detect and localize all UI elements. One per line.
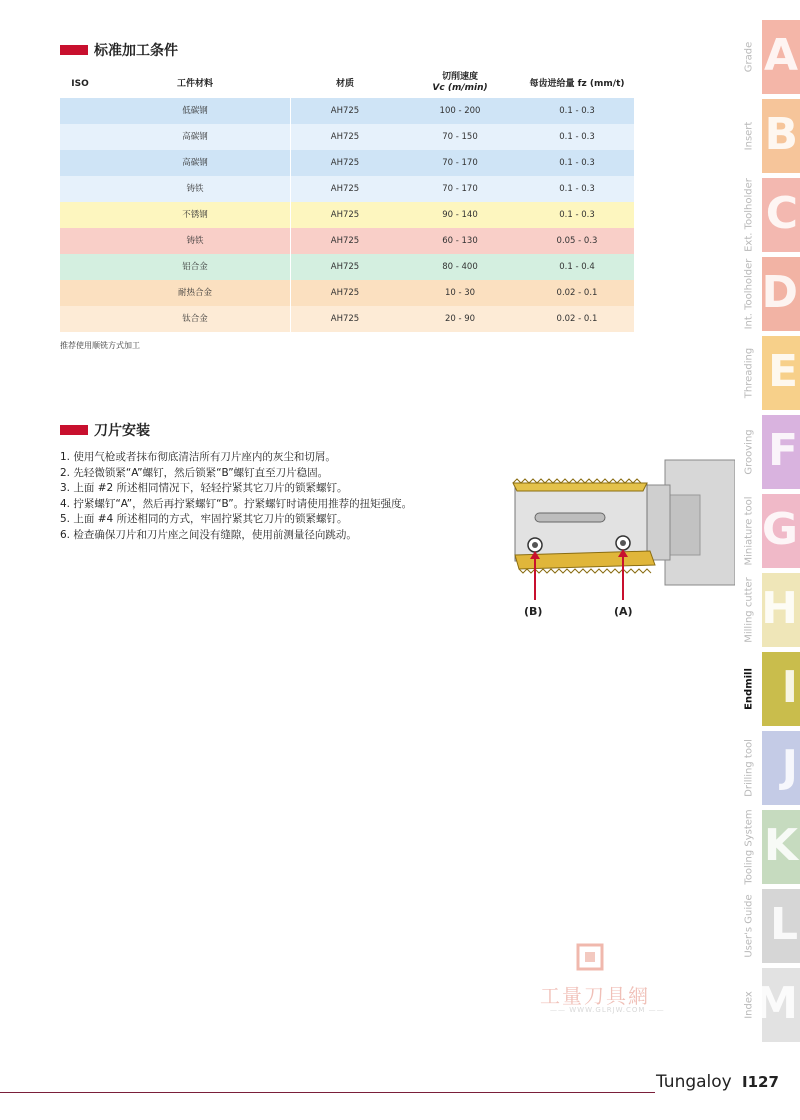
- step-item: 1. 使用气枪或者抹布彻底清洁所有刀片座内的灰尘和切屑。: [60, 451, 336, 463]
- side-tab-label-text: Miniature tool: [743, 496, 755, 566]
- side-tab-j[interactable]: [762, 731, 800, 805]
- cell-material: 铝合金: [182, 262, 208, 272]
- cell-grade: AH725: [330, 106, 360, 116]
- endmill-figure: [505, 455, 735, 625]
- table-row: [60, 98, 634, 124]
- table-row: [60, 228, 634, 254]
- cell-material: 不锈钢: [182, 210, 208, 220]
- cell-grade: AH725: [330, 236, 360, 246]
- mounting-steps: [60, 450, 412, 543]
- header-vc-line1: 切削速度: [441, 72, 478, 82]
- cell-vc: 20 - 90: [444, 314, 476, 324]
- cell-grade: AH725: [330, 314, 360, 324]
- section-title-conditions: [60, 40, 178, 60]
- side-tab-label-text: Ext. Toolholder: [743, 178, 755, 252]
- table-row: [60, 150, 634, 176]
- shank-flat: [670, 495, 700, 555]
- cell-fz: 0.1 - 0.3: [559, 210, 595, 220]
- section-title-text: 刀片安装: [94, 423, 150, 439]
- cell-fz: 0.02 - 0.1: [556, 288, 598, 298]
- cell-fz: 0.1 - 0.3: [559, 184, 595, 194]
- side-tab-letter: H: [761, 583, 798, 634]
- side-tab-letter: B: [764, 109, 798, 160]
- cell-vc: 80 - 400: [442, 262, 478, 272]
- side-tab-label-text: Grade: [743, 41, 755, 73]
- step-item: 4. 拧紧螺钉“A”，然后再拧紧螺钉“B”。拧紧螺钉时请使用推荐的扭矩强度。: [60, 497, 413, 510]
- side-tab-label: [738, 336, 760, 410]
- cell-fz: 0.1 - 0.4: [559, 262, 595, 272]
- cell-vc: 70 - 150: [442, 132, 478, 142]
- side-tab-letter: M: [754, 978, 798, 1029]
- header-iso: ISO: [71, 79, 89, 89]
- side-tab-label: [738, 257, 760, 331]
- side-tab-g[interactable]: [762, 494, 800, 568]
- header-grade: 材质: [335, 79, 354, 89]
- side-tab-label: [738, 573, 760, 647]
- column-divider: [290, 98, 291, 332]
- cell-grade: AH725: [330, 210, 360, 220]
- table-row: [60, 306, 634, 332]
- cell-material: 钛合金: [182, 314, 208, 324]
- cell-material: 铸铁: [186, 236, 204, 246]
- side-tab-label: [738, 494, 760, 568]
- insert-serration: [513, 479, 641, 483]
- side-tab-label: [738, 178, 760, 252]
- side-tab-label: [738, 810, 760, 884]
- title-marker: [60, 45, 88, 55]
- cell-fz: 0.02 - 0.1: [556, 314, 598, 324]
- side-tab-f[interactable]: [762, 415, 800, 489]
- side-tab-label-text: Grooving: [743, 429, 755, 475]
- insert-serration: [519, 569, 651, 573]
- table-note: 推荐使用顺铣方式加工: [60, 341, 140, 350]
- side-tab-label: [738, 99, 760, 173]
- cell-grade: AH725: [330, 262, 360, 272]
- cell-vc: 60 - 130: [442, 236, 478, 246]
- cell-material: 高碳钢: [182, 132, 208, 142]
- side-tab-label: [738, 889, 760, 963]
- side-tab-label-text: Index: [743, 991, 755, 1019]
- side-tab-letter: A: [763, 30, 798, 81]
- table-row: [60, 202, 634, 228]
- cell-vc: 100 - 200: [439, 106, 481, 116]
- cell-vc: 10 - 30: [444, 288, 476, 298]
- table-row: [60, 176, 634, 202]
- side-tab-m[interactable]: [754, 968, 800, 1042]
- footer-rule: [0, 1092, 655, 1093]
- insert-top: [513, 483, 647, 491]
- cell-material: 耐热合金: [177, 288, 212, 298]
- cell-grade: AH725: [330, 288, 360, 298]
- side-tab-label-text: Milling cutter: [743, 577, 755, 643]
- side-tab-letter: J: [781, 741, 798, 792]
- step-item: 5. 上面 #4 所述相同的方式，牢固拧紧其它刀片的锁紧螺钉。: [60, 513, 348, 525]
- side-tab-e[interactable]: [762, 336, 800, 410]
- table-row: [60, 124, 634, 150]
- header-fz: 每齿进给量 fz (mm/t): [529, 79, 625, 89]
- side-tab-letter: F: [767, 425, 798, 476]
- side-tab-letter: D: [761, 267, 798, 318]
- footer-brand: Tungaloy: [656, 1072, 732, 1092]
- side-tab-label-text: Insert: [743, 121, 755, 151]
- cell-fz: 0.05 - 0.3: [556, 236, 598, 246]
- side-tab-label: [738, 652, 760, 726]
- side-tab-label-text: Endmill: [743, 668, 755, 710]
- table-header: [60, 72, 634, 98]
- cell-vc: 70 - 170: [442, 158, 478, 168]
- title-marker: [60, 425, 88, 435]
- label-b: (B): [524, 605, 543, 618]
- side-tab-a[interactable]: [762, 20, 800, 94]
- side-tab-k[interactable]: [762, 810, 800, 884]
- page-number: I127: [742, 1073, 779, 1091]
- step-item: 3. 上面 #2 所述相同情况下，轻轻拧紧其它刀片的锁紧螺钉。: [60, 482, 348, 494]
- cell-grade: AH725: [330, 184, 360, 194]
- cell-vc: 70 - 170: [442, 184, 478, 194]
- side-tab-label-text: Int. Toolholder: [743, 258, 755, 330]
- side-tab-label-text: Threading: [743, 347, 755, 399]
- header-material: 工件材料: [176, 79, 213, 89]
- cell-material: 低碳钢: [182, 106, 208, 116]
- cell-grade: AH725: [330, 158, 360, 168]
- side-tab-h[interactable]: [762, 573, 800, 647]
- screw-a-socket: [620, 540, 626, 546]
- side-tab-label: [738, 415, 760, 489]
- step-item: 2. 先轻微锁紧“A”螺钉，然后锁紧“B”螺钉直至刀片稳固。: [60, 466, 329, 479]
- cell-fz: 0.1 - 0.3: [559, 132, 595, 142]
- cell-fz: 0.1 - 0.3: [559, 158, 595, 168]
- side-tab-d[interactable]: [762, 257, 800, 331]
- side-tab-label: [738, 731, 760, 805]
- side-tab-b[interactable]: [762, 99, 800, 173]
- screw-b-socket: [532, 542, 538, 548]
- side-tab-letter: C: [765, 188, 798, 239]
- cell-material: 铸铁: [186, 184, 204, 194]
- side-tab-l[interactable]: [762, 889, 800, 963]
- side-tab-letter: L: [769, 899, 798, 950]
- header-vc-line2: Vc (m/min): [432, 83, 488, 93]
- section-title-insert-mounting: [60, 420, 150, 440]
- table-row: [60, 254, 634, 280]
- cell-material: 高碳钢: [182, 158, 208, 168]
- watermark-logo-icon: [575, 942, 605, 972]
- body-slot: [535, 513, 605, 522]
- side-tab-label-text: Tooling System: [743, 809, 755, 885]
- watermark-title: 工量刀具網: [540, 984, 650, 1008]
- header-vc: [400, 72, 520, 94]
- side-tab-c[interactable]: [762, 178, 800, 252]
- side-tab-label-text: Drilling tool: [743, 739, 755, 797]
- cell-vc: 90 - 140: [442, 210, 478, 220]
- side-tab-label: [738, 20, 760, 94]
- side-tab-letter: K: [763, 820, 798, 871]
- side-tab-letter: E: [767, 346, 798, 397]
- side-tab-letter: G: [761, 504, 798, 555]
- side-tab-label: [738, 968, 760, 1042]
- step-item: 6. 检查确保刀片和刀片座之间没有缝隙，使用前测量径向跳动。: [60, 528, 357, 541]
- table-row: [60, 280, 634, 306]
- side-tab-label-text: User's Guide: [743, 894, 755, 958]
- cell-grade: AH725: [330, 132, 360, 142]
- section-title-text: 标准加工条件: [94, 43, 178, 59]
- cell-fz: 0.1 - 0.3: [559, 106, 595, 116]
- tool-neck: [645, 485, 670, 560]
- side-tab-letter: I: [781, 662, 798, 713]
- label-a: (A): [614, 605, 633, 618]
- watermark-url: —— WWW.GLRJW.COM ——: [550, 1006, 665, 1014]
- side-tab-i[interactable]: [762, 652, 800, 726]
